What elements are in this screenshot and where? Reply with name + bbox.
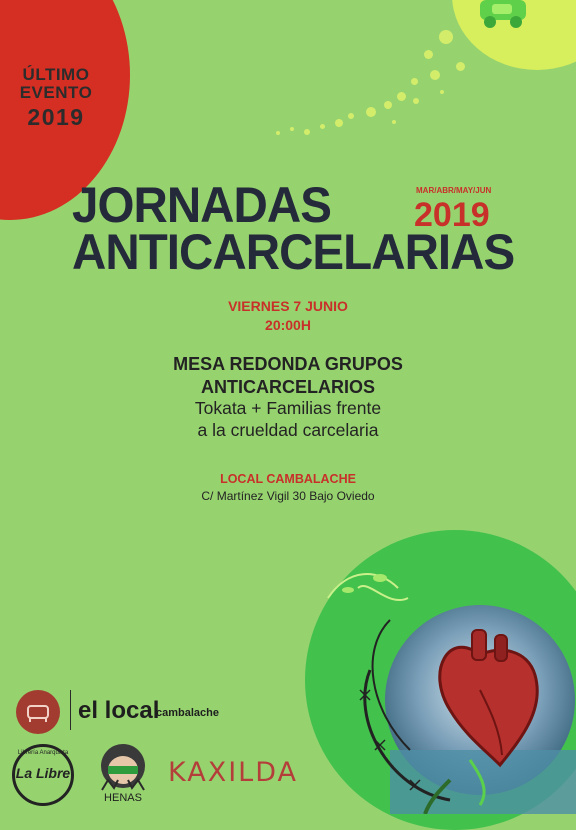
venue-name: LOCAL CAMBALACHE — [220, 472, 356, 486]
last-event-label — [8, 66, 104, 129]
corner-line2: EVENTO — [19, 82, 93, 102]
sofa-icon — [16, 690, 60, 734]
event-time: 20:00H — [265, 316, 311, 333]
event-description — [0, 353, 576, 442]
event-date — [0, 297, 576, 335]
event-title-line1: MESA REDONDA GRUPOS — [173, 354, 403, 374]
logo-divider — [70, 690, 71, 730]
event-desc-line2: a la crueldad carcelaria — [197, 419, 379, 440]
corner-line1: ÚLTIMO — [22, 65, 90, 84]
title-line1: JORNADAS — [72, 177, 331, 233]
title-line2: ANTICARCELARIAS — [72, 223, 515, 280]
heart-barbed-wire-illustration — [330, 560, 576, 814]
year-label: 2019 — [414, 196, 490, 234]
kaxilda-logo: KAXILDA — [168, 757, 298, 788]
months-label: MAR/ABR/MAY/JUN — [416, 186, 492, 195]
henas-text: HENAS — [104, 792, 142, 804]
venue-address: C/ Martínez Vigil 30 Bajo Oviedo — [201, 489, 375, 503]
el-local-logo — [16, 690, 60, 734]
el-local-text: el local — [78, 697, 160, 724]
cambalache-text: cambalache — [156, 707, 219, 719]
la-libre-arc-text: Librería Anarquista — [17, 750, 69, 756]
event-title-line2: ANTICARCELARIOS — [201, 376, 375, 397]
la-libre-logo — [12, 744, 74, 806]
corner-line3: 2019 — [27, 103, 85, 130]
event-desc-line1: Tokata + Familias frente — [194, 398, 382, 418]
la-libre-text: La Libre — [15, 765, 71, 781]
toy-car-icon — [470, 0, 540, 30]
event-day: VIERNES 7 JUNIO — [228, 298, 348, 314]
